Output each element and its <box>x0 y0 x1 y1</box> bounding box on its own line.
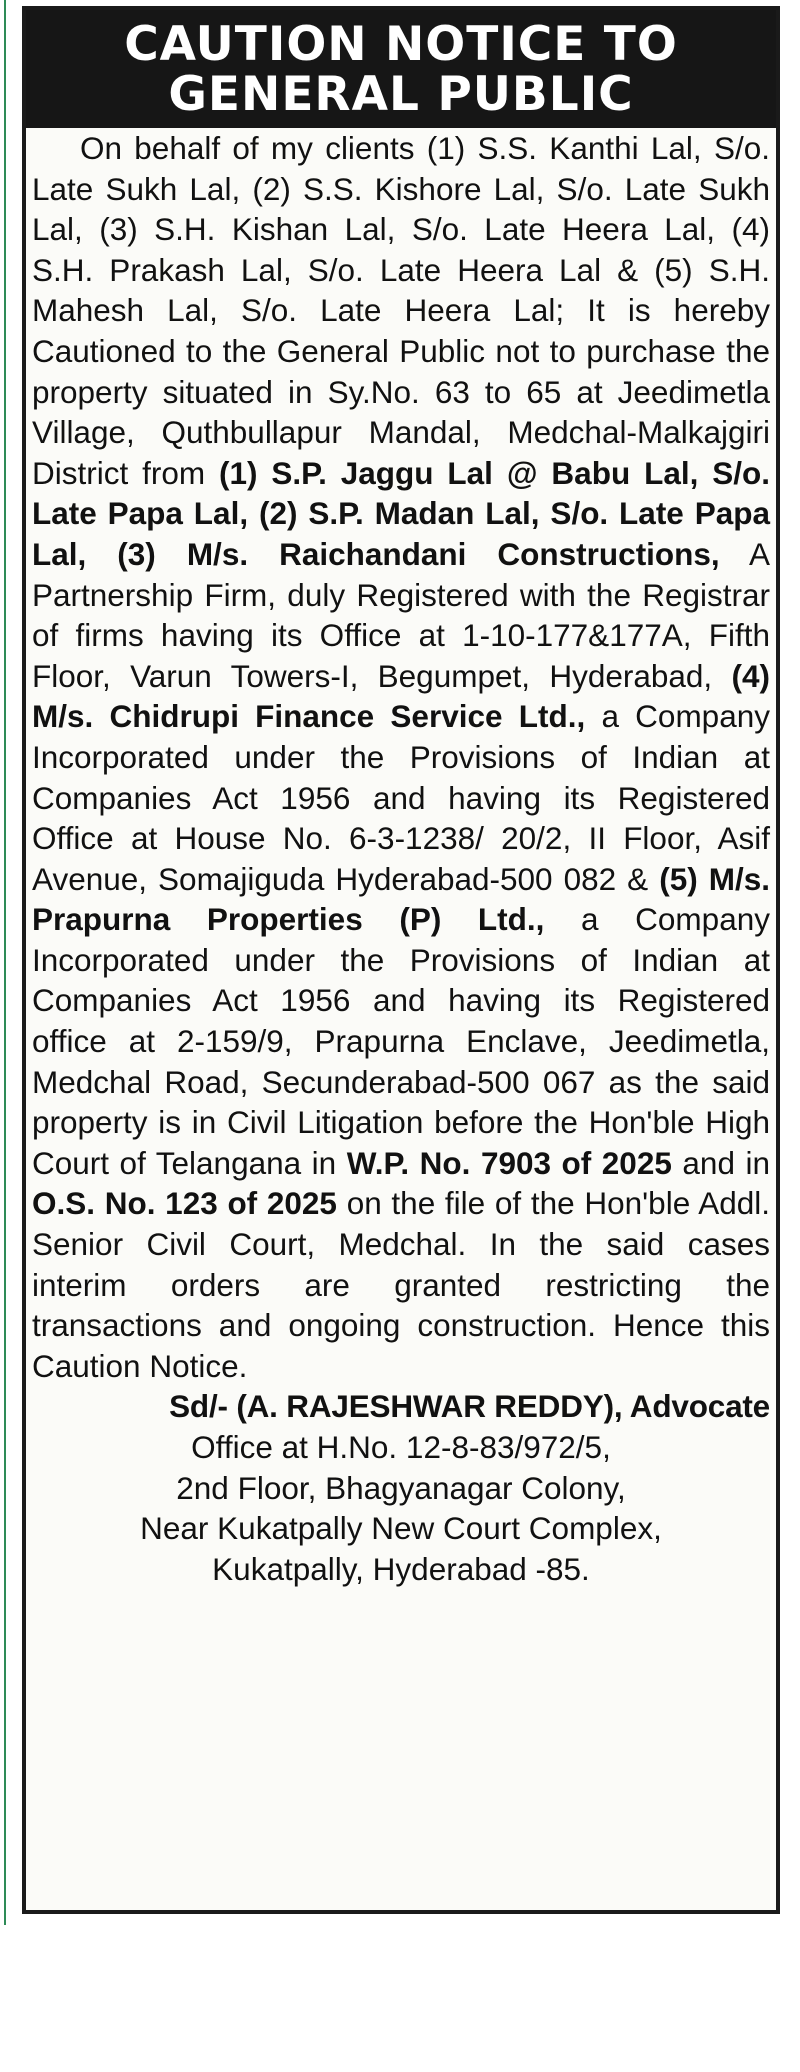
intro-text: On behalf of my clients (1) S.S. Kanthi Lal, S/o. Late Sukh Lal, (2) S.S. Kishore Lal, S/o. Late Sukh Lal, (3) S.H. Kishan Lal, S/o. Late Heera Lal, (4) S.H. Prakash Lal, S/o. Late Heera Lal & (5) S.H. Mahesh Lal, S/o. Late Heera Lal; It is hereby Cautioned to the General Public not to purchase the property situated in Sy.No. 63 to 65 at Jeedimetla Village, Quthbullapur Mandal, Medchal-Malkajgiri District from <box>32 130 770 491</box>
party-4-description: a Company Incorporated under the Provisions of Indian at Companies Act 1956 and having its Registered Office at House No. 6-3-1238/ 20/2, II Floor, Asif Avenue, Somajiguda Hyderabad-500 082 & <box>32 698 770 897</box>
case-writ-petition: W.P. No. 7903 of 2025 <box>346 1144 672 1181</box>
title-line-2: GENERAL PUBLIC <box>168 67 634 122</box>
address-line-2: 2nd Floor, Bhagyanagar Colony, <box>176 1469 626 1506</box>
party-4: (4) M/s. Chidrupi Finance Service Ltd., <box>32 657 770 735</box>
notice-body <box>26 128 776 1386</box>
party-5: (5) M/s. Prapurna Properties (P) Ltd., <box>32 860 770 938</box>
closing-text: on the file of the Hon'ble Addl. Senior Civil Court, Medchal. In the said cases interim orders are granted restricting the transactions and ongoing construction. Hence this Caution Notice. <box>32 1185 770 1384</box>
case-original-suit: O.S. No. 123 of 2025 <box>32 1185 337 1222</box>
party-2: (2) S.P. Madan Lal, S/o. Late Papa Lal, <box>32 495 770 572</box>
notice-title <box>26 10 776 128</box>
party-3-description: A Partnership Firm, duly Registered with the Registrar of firms having its Office at 1-10-177&177A, Fifth Floor, Varun Towers-I, Begumpet, Hyderabad, <box>32 535 770 694</box>
party-5-description: a Company Incorporated under the Provisions of Indian at Companies Act 1956 and having its Registered office at 2-159/9, Prapurna Enclave, Jeedimetla, Medchal Road, Secunderabad-500 067 as the said property is in Civil Litigation before the Hon'ble High Court of Telangana in <box>32 901 770 1181</box>
caution-notice <box>22 6 780 1914</box>
advocate-address <box>26 1427 776 1589</box>
address-line-4: Kukatpally, Hyderabad -85. <box>212 1550 590 1587</box>
address-line-3: Near Kukatpally New Court Complex, <box>140 1510 662 1547</box>
and-in-text: and in <box>682 1144 770 1181</box>
party-1: (1) S.P. Jaggu Lal @ Babu Lal, S/o. Late Papa Lal, <box>32 454 770 532</box>
left-edge-line <box>4 0 6 1925</box>
party-3: (3) M/s. Raichandani Constructions, <box>117 535 720 572</box>
advocate-signature: Sd/- (A. RAJESHWAR REDDY), Advocate <box>169 1388 770 1425</box>
title-line-1: CAUTION NOTICE TO <box>124 17 678 72</box>
address-line-1: Office at H.No. 12-8-83/972/5, <box>191 1429 611 1465</box>
